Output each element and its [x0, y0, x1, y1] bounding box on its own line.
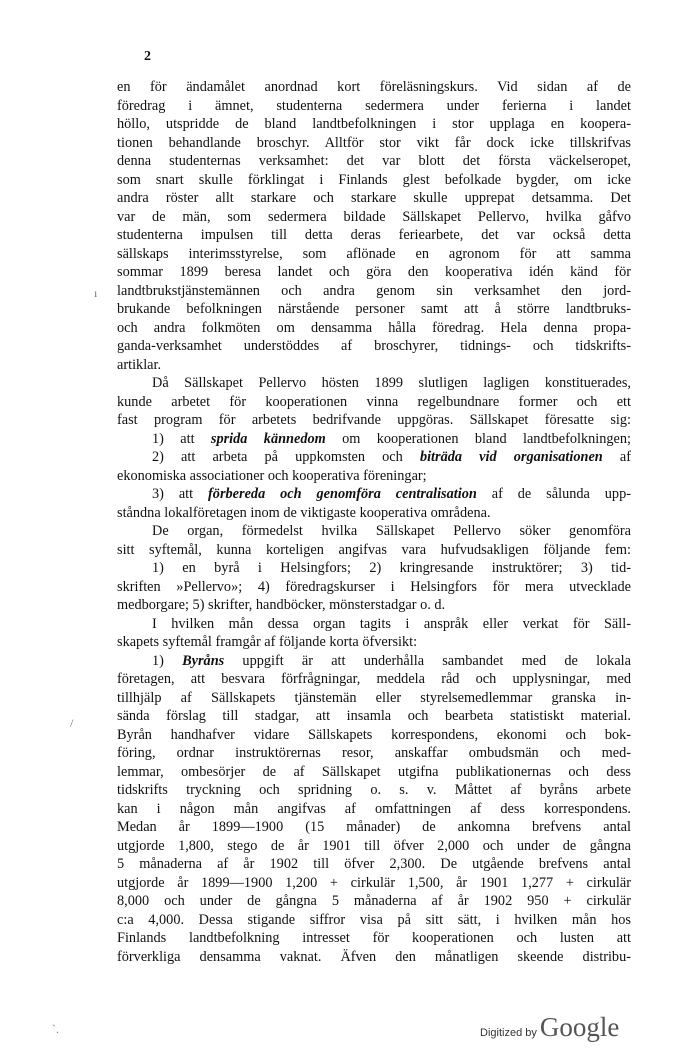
text-line: studenterna impulsen till detta deras feriearbete, det var också detta: [117, 227, 631, 243]
text-line: höllo, utspridde de bland landtbefolkningen i stor upplaga en koopera-: [117, 116, 631, 132]
text-line: artiklar.: [117, 356, 162, 373]
text-line: skriften »Pellervo»; 4) föredragskurser i Helsingfors för mera utvecklade: [117, 578, 631, 595]
text-line: var de män, som sedermera bildade Sällskapet Pellervo, hvilka gåfvo: [117, 208, 631, 225]
text-line: lemmar, ombesörjer de af Sällskapet utgifna publikationernas och dess: [117, 763, 631, 780]
text-line: 1) en byrå i Helsingfors; 2) kringresande instruktörer; 3) tid-: [152, 560, 631, 576]
margin-mark: /: [70, 716, 74, 730]
text-line: kunde arbetet för kooperationen vinna regelbundnare former och ett: [117, 393, 631, 410]
text-line: c:a 4,000. Dessa stigande siffror visa på sitt sätt, i hvilken mån hos: [117, 911, 631, 928]
text-line: förverkliga densamma vaknat. Äfven den månatligen skeende distribu-: [117, 948, 631, 965]
digitized-by-label: Digitized by: [480, 1027, 537, 1039]
text-line: I hvilken mån dessa organ tagits i anspråk eller verkat för Säll-: [152, 615, 631, 632]
text-line: denna studenternas verksamhet: det var blott det första väckelseropet,: [117, 153, 631, 169]
text-line: 1) att sprida kännedom om kooperationen bland landtbefolkningen;: [152, 430, 631, 447]
text-line: brukande befolkningen närstående personer samt att å större landtbruks-: [117, 301, 631, 317]
text-line: sällskaps interimsstyrelse, som aflönade en agronom för att samma: [117, 245, 631, 262]
text-line: ekonomiska associationer och kooperativa föreningar;: [117, 467, 427, 484]
text-line: tionen behandlande broschyr. Alltför stor vikt får dock icke tillskrifvas: [117, 134, 631, 151]
text-line: landtbrukstjänstemännen och andra genom sin verksamhet den jord-: [117, 282, 631, 299]
text-line: medborgare; 5) skrifter, handböcker, mönsterstadgar o. d.: [117, 597, 446, 613]
text-line: en för ändamålet anordnad kort föreläsningskurs. Vid sidan af de: [117, 79, 631, 95]
text-line: sända förslag till stadgar, att insamla och bearbeta statistiskt material.: [117, 708, 631, 724]
text-line: Byrån handhafver vidare Sällskapets korrespondens, ekonomi och bok-: [117, 726, 631, 743]
text-line: 5 månaderna af år 1902 till öfver 2,300. De utgående brefvens antal: [117, 856, 631, 872]
google-logo: Google: [539, 1012, 620, 1042]
text-line: 8,000 och under de gångna 5 månaderna af år 1902 950 + cirkulär: [117, 893, 631, 909]
text-line: Medan år 1899—1900 (15 månader) de ankomna brefvens antal: [117, 819, 631, 835]
text-line: 1) Byråns uppgift är att underhålla sambandet med de lokala: [152, 652, 631, 669]
text-line: ganda-verksamhet understöddes af broschyrer, tidnings- och tidskrifts-: [117, 338, 631, 354]
text-line: kan i någon mån angifvas af omfattningen af dess korrespondens.: [117, 800, 631, 817]
text-line: företagen, att besvara förfrågningar, meddela råd och upplysningar, med: [117, 671, 631, 687]
text-line: sitt syftemål, kunna korteligen angifvas vara hufvudsakligen följande fem:: [117, 541, 631, 558]
text-line: som snart skulle förklingat i Finlands glest befolkade bygder, om icke: [117, 171, 631, 188]
text-line: 2) att arbeta på uppkomsten och biträda vid organisationen af: [152, 449, 632, 465]
margin-mark: ı: [94, 286, 98, 300]
text-line: ståndna lokalföretagen inom de viktigaste kooperativa områdena.: [117, 504, 491, 521]
text-line: fast program för arbetets bedrifvande uppgöras. Sällskapet föresatte sig:: [117, 412, 631, 428]
text-line: utgjorde år 1899—1900 1,200 + cirkulär 1,500, år 1901 1,277 + cirkulär: [117, 874, 631, 891]
text-line: Finlands landtbefolkning intresset för kooperationen och lusten att: [117, 930, 631, 946]
emphasis: förbereda och genomföra centralisation: [208, 486, 477, 502]
text-line: och andra folkmöten om densamma hålla föredrag. Hela denna propa-: [117, 319, 631, 336]
text-line: 3) att förbereda och genomföra centralisation af de sålunda upp-: [152, 486, 631, 502]
text-line: andra röster allt starkare och starkare skulle upprepat detsamma. Det: [117, 190, 631, 206]
digitized-by-google: [480, 1012, 619, 1043]
text-line: Då Sällskapet Pellervo hösten 1899 slutligen lagligen konstituerades,: [152, 375, 631, 391]
emphasis: sprida kännedom: [210, 430, 326, 447]
text-line: föredrag i ämnet, studenterna sedermera under ferierna i landet: [117, 97, 631, 114]
page-number: 2: [144, 49, 151, 64]
emphasis: biträda vid organisationen: [419, 449, 603, 465]
text-line: skapets syftemål framgår af följande korta öfversikt:: [117, 634, 418, 650]
text-line: föring, ordnar instruktörernas resor, anskaffar ombudsmän och med-: [117, 745, 631, 761]
text-line: utgjorde 1,800, stego de år 1901 till öfver 2,000 och under de gångna: [117, 837, 631, 854]
text-line: tillhjälp af Sällskapets tjänstemän eller styrelsemedlemmar granska in-: [117, 689, 631, 706]
text-line: tidskrifts tryckning och spridning o. s. v. Måttet af byråns arbete: [117, 782, 631, 798]
margin-mark: ˋ.: [52, 1022, 59, 1036]
emphasis: Byråns: [182, 652, 225, 669]
body-text: [117, 78, 631, 966]
text-line: sommar 1899 beresa landet och göra den kooperativa idén känd för: [117, 264, 631, 280]
text-line: De organ, förmedelst hvilka Sällskapet Pellervo söker genomföra: [152, 523, 631, 539]
